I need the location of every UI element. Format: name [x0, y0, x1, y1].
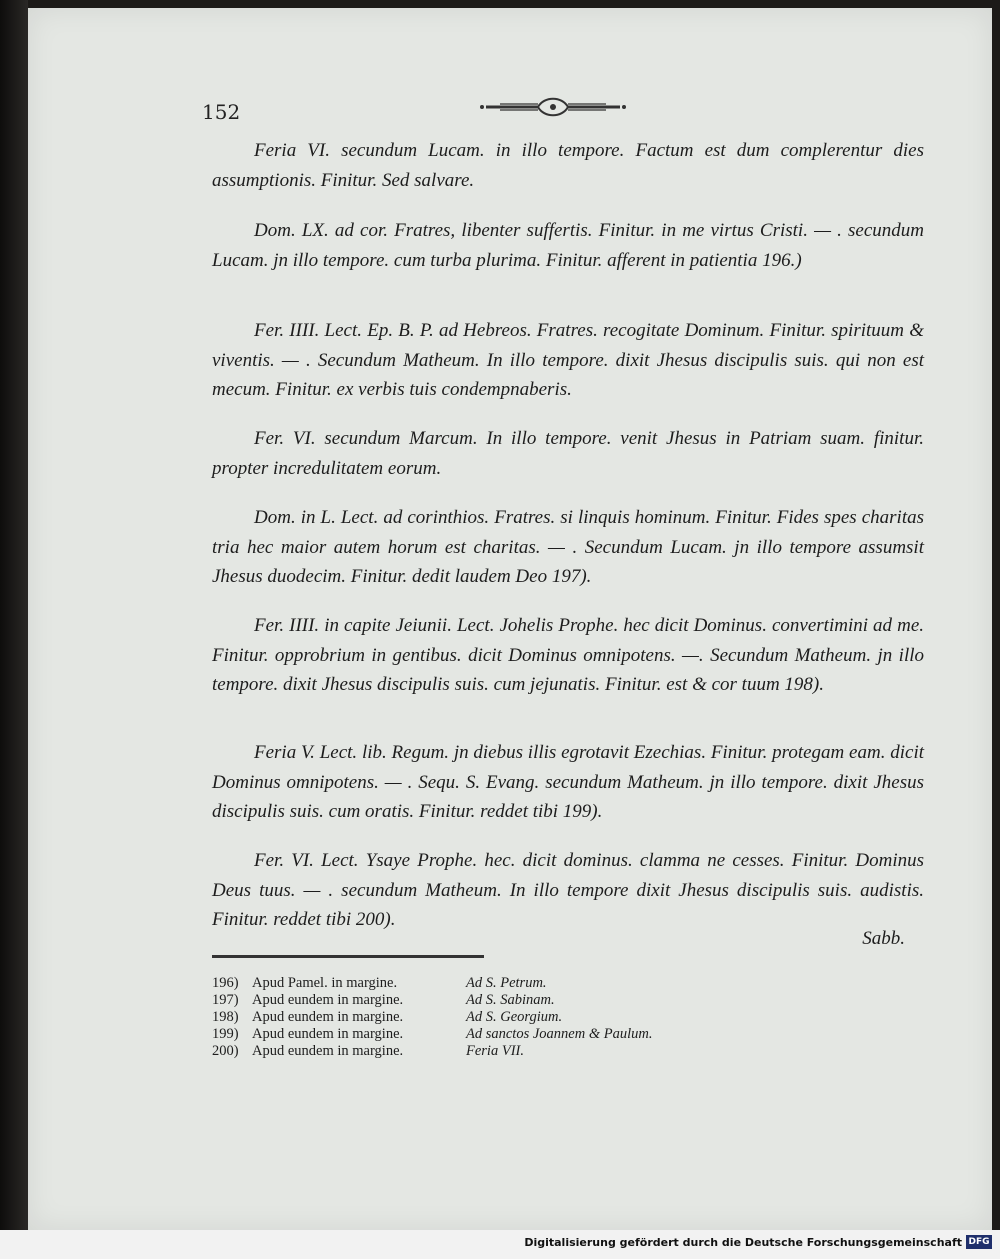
- dfg-logo: DFG: [966, 1235, 992, 1249]
- paragraph: Dom. LX. ad cor. Fratres, libenter suffertis. Finitur. in me virtus Cristi. — . secundum Lucam. jn illo tempore. cum turba plurima. Finitur. afferent in patientia 196.): [212, 220, 924, 271]
- footnote-text: Apud eundem in margine.: [252, 992, 404, 1008]
- footnote: [212, 992, 812, 1009]
- paragraph: Feria VI. secundum Lucam. in illo tempore. Factum est dum complerentur dies assumptionis. Finitur. Sed salvare.: [212, 140, 924, 191]
- footnote-number: 200): [212, 1043, 239, 1059]
- footnote-text: Apud eundem in margine.: [252, 1043, 404, 1059]
- credit-text: Digitalisierung gefördert durch die Deutsche Forschungsgemeinschaft: [524, 1236, 962, 1249]
- footnote-text: Apud Pamel. in margine.: [252, 975, 398, 991]
- footnote: [212, 1026, 812, 1043]
- page-number: 152: [202, 100, 241, 124]
- footnote-text: Apud eundem in margine.: [252, 1026, 404, 1042]
- footnote-number: 197): [212, 992, 239, 1008]
- paragraph: Fer. VI. Lect. Ysaye Prophe. hec. dicit dominus. clamma ne cesses. Finitur. Dominus Deus tuus. — . secundum Matheum. In illo tempore dixit Jhesus discipulis suis. audistis. Finitur. reddet tibi 200).: [212, 850, 924, 930]
- footnote-rule: [212, 955, 484, 958]
- footnote-number: 199): [212, 1026, 239, 1042]
- footnote: [212, 1009, 812, 1026]
- footnote-location: Feria VII.: [466, 1043, 524, 1059]
- footnote-location: Ad S. Sabinam.: [466, 992, 555, 1008]
- footnote-number: 196): [212, 975, 239, 991]
- footnote-location: Ad S. Georgium.: [466, 1009, 563, 1025]
- footnote-location: Ad S. Petrum.: [466, 975, 547, 991]
- ornament-icon: [478, 96, 628, 118]
- paragraph: Fer. VI. secundum Marcum. In illo tempore. venit Jhesus in Patriam suam. finitur. propter incredulitatem eorum.: [212, 428, 924, 479]
- footnote: [212, 975, 812, 992]
- catchword: Sabb.: [862, 928, 905, 949]
- paragraph: Fer. IIII. in capite Jeiunii. Lect. Johelis Prophe. hec dicit Dominus. convertimini ad me. Finitur. opprobrium in gentibus. dicit Dominus omnipotens. —. Secundum Matheum. jn illo tempore. dixit Jhesus discipulis suis. cum jejunatis. Finitur. est & cor tuum 198).: [212, 615, 924, 695]
- scan-left-edge: [0, 0, 28, 1238]
- footnote-number: 198): [212, 1009, 239, 1025]
- paragraph: Feria V. Lect. lib. Regum. jn diebus illis egrotavit Ezechias. Finitur. protegam eam. dicit Dominus omnipotens. — . Sequ. S. Evang. secundum Matheum. jn illo tempore. dixit Jhesus discipulis suis. cum oratis. Finitur. reddet tibi 199).: [212, 742, 924, 822]
- footnote-text: Apud eundem in margine.: [252, 1009, 404, 1025]
- paragraph: Dom. in L. Lect. ad corinthios. Fratres. si linquis hominum. Finitur. Fides spes charitas tria hec maior autem horum est charitas. — . Secundum Lucam. jn illo tempore assumsit Jhesus duodecim. Finitur. dedit laudem Deo 197).: [212, 507, 924, 587]
- footnote-location: Ad sanctos Joannem & Paulum.: [466, 1026, 653, 1042]
- footnotes: [212, 975, 812, 1060]
- footnote: [212, 1043, 812, 1060]
- paragraph: Fer. IIII. Lect. Ep. B. P. ad Hebreos. Fratres. recogitate Dominum. Finitur. spirituum & viventis. — . Secundum Matheum. In illo tempore. dixit Jhesus discipulis suis. qui non est mecum. Finitur. ex verbis tuis condempnaberis.: [212, 320, 924, 400]
